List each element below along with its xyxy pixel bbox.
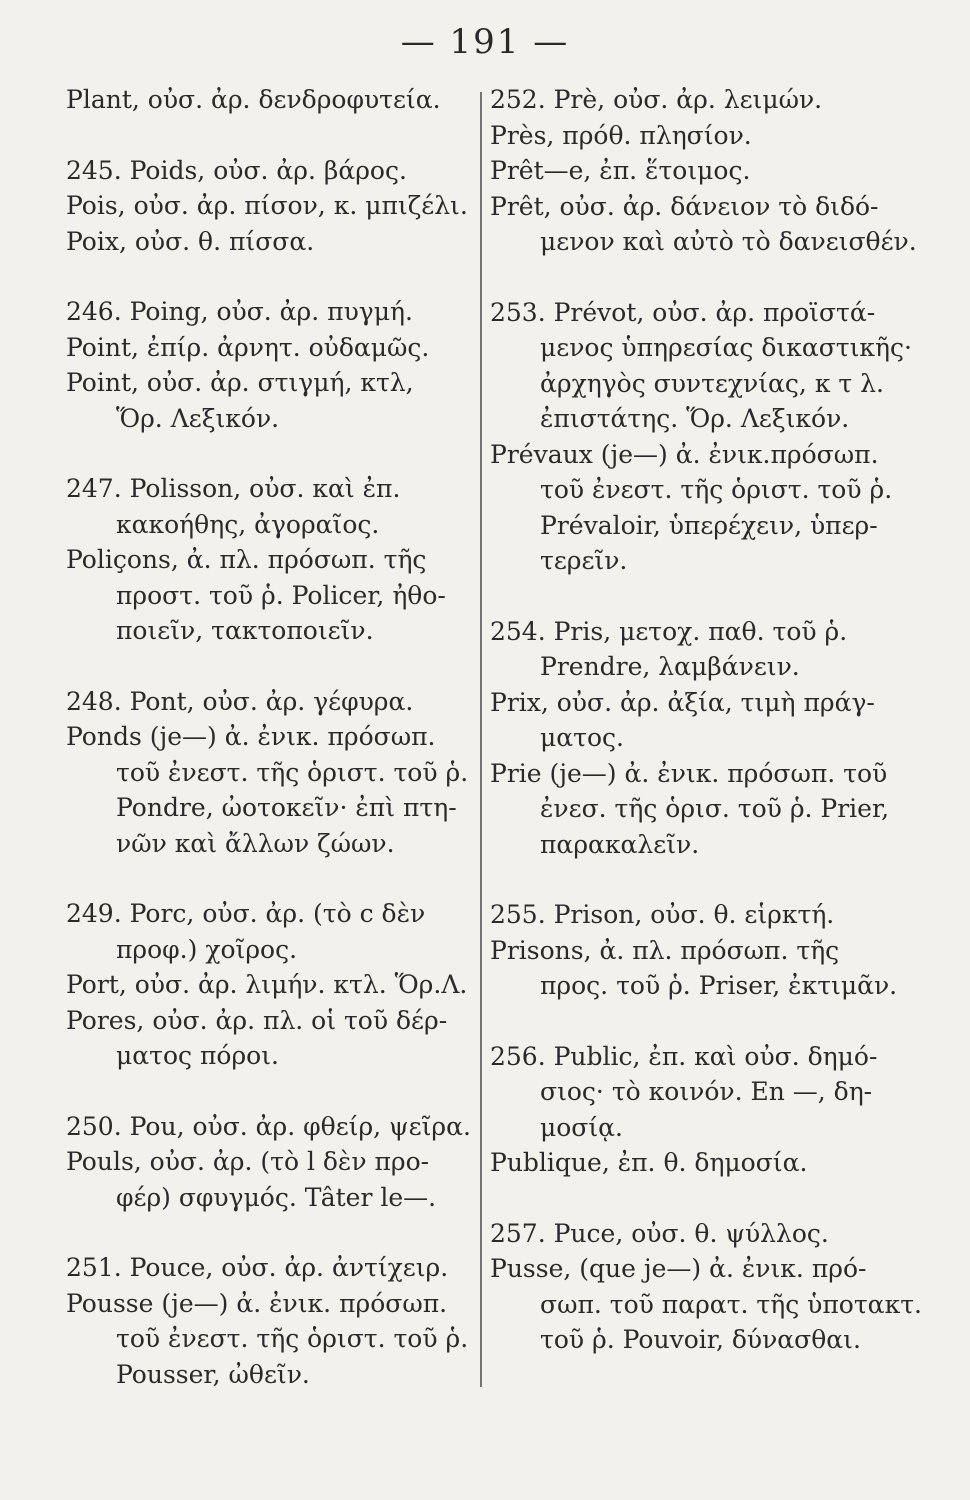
entry-line: Port, οὐσ. ἀρ. λιμήν. κτλ. Ὅρ.Λ. xyxy=(66,970,468,999)
entry-256 xyxy=(490,1039,908,1181)
entry-251 xyxy=(66,1250,480,1392)
entry-line: μενον καὶ αὐτὸ τὸ δανεισθέν. xyxy=(540,227,917,256)
entry-line: τοῦ ἐνεστ. τῆς ὁριστ. τοῦ ῥ. xyxy=(116,1324,469,1353)
entry-line: ποιεῖν, τακτοποιεῖν. xyxy=(116,616,374,645)
entry-line: παρακαλεῖν. xyxy=(540,829,700,859)
entry-line: μενος ὑπηρεσίας δικαστικῆς· xyxy=(540,333,912,362)
entry-line: 251. Pouce, οὐσ. ἀρ. ἀντίχειρ. xyxy=(66,1253,449,1282)
entry-line: 252. Prè, οὐσ. ἀρ. λειμών. xyxy=(490,85,823,114)
entry-line: Prisons, ἀ. πλ. πρόσωπ. τῆς xyxy=(490,935,840,965)
column-divider xyxy=(480,92,482,1387)
entry-line: ματος. xyxy=(540,723,624,752)
entry-line: 250. Pou, οὐσ. ἀρ. φθείρ, ψεῖρα. xyxy=(66,1111,471,1141)
entry-255 xyxy=(490,897,908,1004)
entry-line: Ὅρ. Λεξικόν. xyxy=(116,403,280,433)
entry-line: κακοήθης, ἀγοραῖος. xyxy=(116,509,380,539)
entry-line: προστ. τοῦ ῥ. Policer, ἠθο- xyxy=(116,580,446,610)
entry-line: Pores, οὐσ. ἀρ. πλ. οἱ τοῦ δέρ- xyxy=(66,1005,448,1035)
entry-line: Pois, οὐσ. ἀρ. πίσον, κ. μπιζέλι. xyxy=(66,191,468,220)
entry-252 xyxy=(490,82,917,260)
entry-line: τοῦ ἐνεστ. τῆς ὁριστ. τοῦ ῥ. xyxy=(540,475,893,504)
right-column xyxy=(490,82,922,1358)
entry-line: 245. Poids, οὐσ. ἀρ. βάρος. xyxy=(66,155,407,185)
entry-249 xyxy=(66,896,480,1074)
entry-248 xyxy=(66,684,480,862)
entry-246 xyxy=(66,294,480,436)
entry-line: Pousser, ὠθεῖν. xyxy=(116,1359,310,1389)
entry-line: Pondre, ὠοτοκεῖν· ἐπὶ πτη- xyxy=(116,793,457,822)
entry-line: σωπ. τοῦ παρατ. τῆς ὑποτακτ. xyxy=(540,1289,922,1319)
entry-line: τοῦ ἐνεστ. τῆς ὁριστ. τοῦ ῥ. xyxy=(116,757,469,787)
entry-line: Prie (je—) ἀ. ἐνικ. πρόσωπ. τοῦ xyxy=(490,758,888,788)
entry-line: τερεῖν. xyxy=(540,546,628,575)
entry-line: 248. Pont, οὐσ. ἀρ. γέφυρα. xyxy=(66,686,414,716)
entry-line: ἐνεσ. τῆς ὁρισ. τοῦ ῥ. Prier, xyxy=(540,794,890,823)
entry-253 xyxy=(490,295,912,579)
entry-line: 253. Prévot, οὐσ. ἀρ. προϊστά- xyxy=(490,297,876,327)
entry-line: φέρ) σφυγμός. Tâter le—. xyxy=(116,1182,437,1212)
entry-254 xyxy=(490,614,908,863)
entry-line: 256. Public, ἐπ. καὶ οὐσ. δημό- xyxy=(490,1041,878,1071)
entry-line: Pousse (je—) ἀ. ἐνικ. πρόσωπ. xyxy=(66,1288,448,1318)
entry-line: Plant, οὐσ. ἀρ. δενδροφυτεία. xyxy=(66,85,441,114)
entry-line: Publique, ἐπ. θ. δημοσία. xyxy=(490,1148,808,1177)
entry-line: 254. Pris, μετοχ. παθ. τοῦ ῥ. xyxy=(490,616,848,646)
entry-247 xyxy=(66,471,480,649)
entry-plant xyxy=(66,82,480,118)
entry-line: ἐπιστάτης. Ὅρ. Λεξικόν. xyxy=(540,404,850,433)
entry-line: σιος· τὸ κοινόν. En —, δη- xyxy=(540,1077,873,1106)
entry-line: 249. Porc, οὐσ. ἀρ. (τὸ c δὲν xyxy=(66,899,426,928)
entry-line: Prix, οὐσ. ἀρ. ἀξία, τιμὴ πράγ- xyxy=(490,687,875,717)
entry-line: νῶν καὶ ἄλλων ζώων. xyxy=(116,828,395,858)
page-number: — 191 — xyxy=(400,22,570,62)
entry-line: Ponds (je—) ἀ. ἐνικ. πρόσωπ. xyxy=(66,722,436,751)
entry-line: ματος πόροι. xyxy=(116,1041,279,1070)
entry-245 xyxy=(66,153,480,260)
entry-line: ἀρχηγὸς συντεχνίας, κ τ λ. xyxy=(540,368,884,398)
entry-line: Point, οὐσ. ἀρ. στιγμή, κτλ, xyxy=(66,368,414,397)
entry-line: Prêt, οὐσ. ἀρ. δάνειον τὸ διδό- xyxy=(490,191,879,221)
entry-line: μοσίᾳ. xyxy=(540,1112,623,1142)
entry-line: Pouls, οὐσ. ἀρ. (τὸ l δὲν προ- xyxy=(66,1147,430,1176)
entry-250 xyxy=(66,1109,480,1216)
entry-line: Poliçons, ἀ. πλ. πρόσωπ. τῆς xyxy=(66,545,427,574)
entry-line: Prêt—e, ἐπ. ἕτοιμος. xyxy=(490,156,751,185)
entry-line: 255. Prison, οὐσ. θ. εἱρκτή. xyxy=(490,900,835,929)
entry-line: Point, ἐπίρ. ἀρνητ. οὐδαμῶς. xyxy=(66,332,430,362)
entry-line: προς. τοῦ ῥ. Priser, ἐκτιμᾶν. xyxy=(540,971,898,1000)
entry-line: Pusse, (que je—) ἀ. ἐνικ. πρό- xyxy=(490,1254,867,1283)
entry-line: 257. Puce, οὐσ. θ. ψύλλος. xyxy=(490,1218,829,1248)
entry-line: Poix, οὐσ. θ. πίσσα. xyxy=(66,226,315,256)
entry-line: Prévaux (je—) ἀ. ἐνικ.πρόσωπ. xyxy=(490,439,879,469)
entry-line: 246. Poing, οὐσ. ἀρ. πυγμή. xyxy=(66,297,413,326)
left-column xyxy=(66,82,480,1392)
entry-line: τοῦ ῥ. Pouvoir, δύνασθαι. xyxy=(540,1325,861,1354)
entry-line: 247. Polisson, οὐσ. καὶ ἐπ. xyxy=(66,474,401,503)
entry-257 xyxy=(490,1216,922,1358)
entry-line: προφ.) χοῖρος. xyxy=(116,934,298,964)
entry-line: Près, πρόθ. πλησίον. xyxy=(490,120,752,150)
entry-line: Prendre, λαμβάνειν. xyxy=(540,652,800,681)
entry-line: Prévaloir, ὑπερέχειν, ὑπερ- xyxy=(540,510,878,540)
